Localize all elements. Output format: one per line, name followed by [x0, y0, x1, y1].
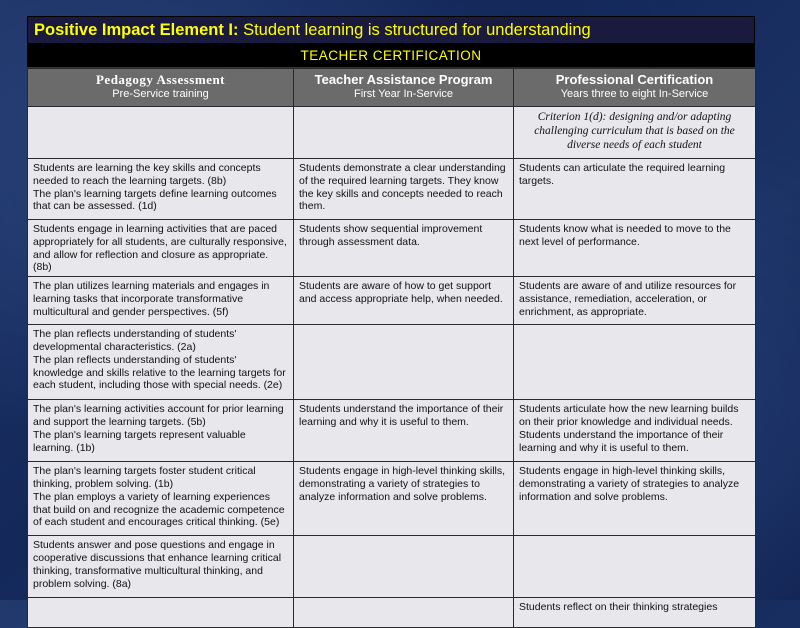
column-subtitle: First Year In-Service	[353, 88, 454, 100]
cell-paragraph: The plan's learning activities account for prior learning and support the learning targets. (5b)	[33, 403, 284, 428]
table-cell	[294, 598, 514, 628]
cell-paragraph: Students engage in learning activities that are paced appropriately for all students, are culturally responsive, and allow for reflection and closure as appropriate. (8b)	[33, 223, 287, 274]
table-cell	[28, 536, 294, 598]
cell-paragraph: Students understand the importance of their learning and why it is useful to them.	[299, 403, 504, 428]
table-row	[28, 220, 756, 277]
cell-paragraph: Students are aware of and utilize resources for assistance, remediation, acceleration, or enrichment, as appropriate.	[519, 280, 737, 318]
table-cell	[294, 220, 514, 277]
cell-paragraph: The plan's learning targets foster student critical thinking, problem solving. (1b)	[33, 465, 256, 490]
slide-title	[27, 16, 755, 44]
cell-paragraph: The plan reflects understanding of students' knowledge and skills relative to the learning targets for each student, including those with special needs. (2e)	[33, 353, 286, 392]
table-row	[28, 536, 756, 598]
column-header-pedagogy	[28, 69, 294, 107]
column-header-tap	[294, 69, 514, 107]
cell-paragraph: Students can articulate the required learning targets.	[519, 162, 726, 187]
table-cell	[294, 462, 514, 536]
table-cell	[294, 277, 514, 325]
table-cell	[294, 107, 514, 159]
table-row	[28, 325, 756, 400]
table-cell	[28, 400, 294, 462]
table-cell	[514, 400, 756, 462]
cell-paragraph: Students engage in high-level thinking skills, demonstrating a variety of strategies to analyze information and solve problems.	[299, 465, 506, 503]
cell-paragraph: Students are learning the key skills and concepts needed to reach the learning targets. (8b)	[33, 162, 261, 187]
table-cell	[514, 159, 756, 220]
title-text: Student learning is structured for understanding	[243, 21, 591, 39]
column-subtitle: Years three to eight In-Service	[560, 88, 709, 100]
table-cell	[28, 220, 294, 277]
table-row	[28, 598, 756, 628]
table-cell	[514, 462, 756, 536]
cell-paragraph: The plan employs a variety of learning experiences that build on and recognize the academic competence of each student and encourages critical thinking. (5e)	[33, 490, 285, 529]
cell-paragraph: Students demonstrate a clear understanding of the required learning targets. They know the key skills and concepts needed to reach them.	[299, 162, 506, 213]
table-cell	[294, 325, 514, 400]
cell-paragraph: Students articulate how the new learning builds on their prior knowledge and individual needs. Students understand the importance of their learning and why it is useful to them.	[519, 403, 739, 454]
cell-paragraph: Students know what is needed to move to the next level of performance.	[519, 223, 731, 248]
criterion-cell: Criterion 1(d): designing and/or adapting challenging curriculum that is based on the diverse needs of each student	[514, 107, 756, 159]
cell-paragraph: Students show sequential improvement through assessment data.	[299, 223, 483, 248]
table-cell	[294, 536, 514, 598]
table-cell	[28, 277, 294, 325]
cell-paragraph: Students engage in high-level thinking skills, demonstrating a variety of strategies to analyze information and solve problems.	[519, 465, 740, 503]
title-prefix: Positive Impact Element I:	[34, 21, 239, 39]
table-row	[28, 400, 756, 462]
cell-paragraph: Students reflect on their thinking strategies	[519, 601, 718, 614]
cell-paragraph: The plan's learning targets represent valuable learning. (1b)	[33, 428, 246, 454]
table-row	[28, 462, 756, 536]
column-title: Teacher Assistance Program	[314, 72, 493, 87]
cell-paragraph: The plan's learning targets define learning outcomes that can be assessed. (1d)	[33, 187, 277, 213]
table-row	[28, 159, 756, 220]
table-cell	[514, 277, 756, 325]
table-cell	[514, 598, 756, 628]
column-subtitle: Pre-Service training	[112, 88, 209, 100]
certification-banner: TEACHER CERTIFICATION	[27, 44, 755, 67]
table-cell	[514, 536, 756, 598]
table-cell	[294, 400, 514, 462]
header-row	[28, 69, 756, 107]
column-header-professional	[514, 69, 756, 107]
criterion-row	[28, 107, 756, 159]
column-title: Pedagogy Assessment	[95, 72, 226, 87]
table-cell	[514, 220, 756, 277]
table-cell	[28, 159, 294, 220]
table-cell	[28, 598, 294, 628]
table-cell	[28, 107, 294, 159]
table-row	[28, 277, 756, 325]
table-cell	[294, 159, 514, 220]
cell-paragraph: The plan utilizes learning materials and engages in learning tasks that incorporate transformative multicultural and gender perspectives. (5f)	[33, 280, 270, 318]
column-title: Professional Certification	[555, 72, 714, 87]
cell-paragraph: Students answer and pose questions and engage in cooperative discussions that enhance learning critical thinking, transformative multicultural thinking, and problem solving. (8a)	[33, 539, 282, 590]
table-cell	[28, 462, 294, 536]
slide	[27, 16, 755, 614]
table-cell	[28, 325, 294, 400]
cell-paragraph: The plan reflects understanding of students' developmental characteristics. (2a)	[33, 328, 237, 353]
table-cell	[514, 325, 756, 400]
certification-table	[27, 68, 756, 628]
cell-paragraph: Students are aware of how to get support and access appropriate help, when needed.	[299, 280, 503, 305]
